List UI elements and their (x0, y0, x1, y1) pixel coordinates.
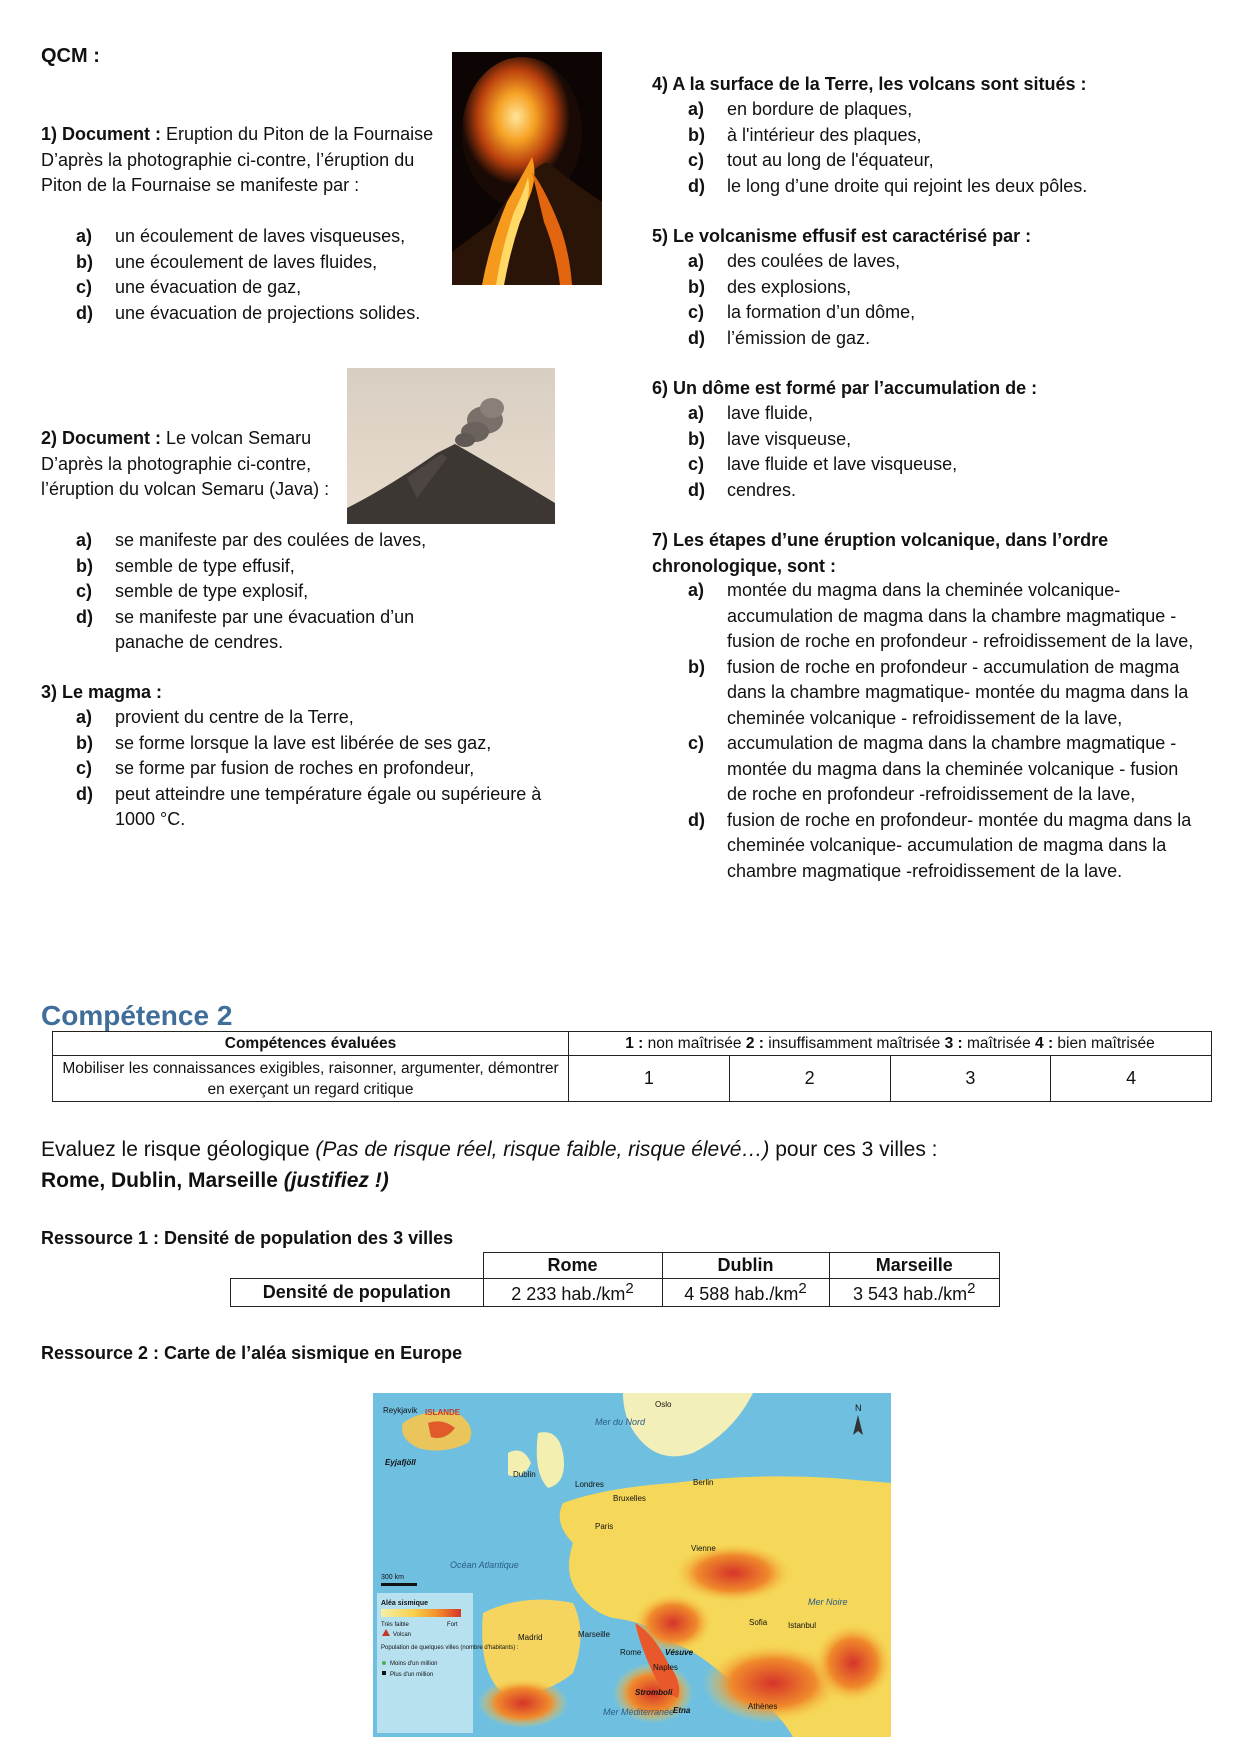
sea-label: Océan Atlantique (450, 1560, 519, 1570)
instruction: Evaluez le risque géologique (Pas de risque réel, risque faible, risque élevé…) pour ces 3 villes : Rome, Dublin, Marseille (justifiez !) (41, 1138, 938, 1192)
q3-options (41, 705, 581, 833)
city-label: Istanbul (788, 1621, 817, 1630)
q1-option[interactable]: c) une évacuation de gaz, (76, 277, 302, 297)
level-cell-2[interactable]: 2 (729, 1056, 890, 1102)
resource1-title: Ressource 1 : Densité de population des 3 villes (41, 1228, 454, 1248)
qcm-title: QCM : (41, 45, 100, 67)
city-label: Bruxelles (613, 1494, 646, 1503)
resource2-title: Ressource 2 : Carte de l’aléa sismique en Europe (41, 1343, 463, 1363)
q7-title: 7) Les étapes d’une éruption volcanique, dans l’ordre chronologique, sont : (652, 530, 1109, 576)
q2-title: Le volcan Semaru (161, 428, 312, 448)
q1-title: Eruption du Piton de la Fournaise (161, 124, 434, 144)
legend-pop-1: Moins d'un million (390, 1661, 438, 1667)
q5-option[interactable]: a) des coulées de laves, (688, 251, 901, 271)
q3-option[interactable]: b) se forme lorsque la lave est libérée de ses gaz, (76, 732, 492, 753)
density-table (230, 1252, 1000, 1307)
city-label: Naples (653, 1663, 678, 1672)
q7-option[interactable]: b) fusion de roche en profondeur - accumulation de magma dans la chambre magmatique- montée du magma dans la cheminée volcanique - refroidissement de la lave, (688, 656, 1189, 728)
q2-option[interactable]: d) se manifeste par une évacuation d’un panache de cendres. (76, 606, 415, 652)
scale-bar (381, 1583, 417, 1586)
q7-option[interactable]: a) montée du magma dans la cheminée volcanique- accumulation de magma dans la chambre magmatique -fusion de roche en profondeur - refroidissement de la lave, (688, 580, 1194, 651)
q4-option[interactable]: a) en bordure de plaques, (688, 99, 913, 119)
empty-header-cell (231, 1253, 484, 1279)
legend-low: Très faible (381, 1622, 409, 1628)
q5-option[interactable]: b) des explosions, (688, 276, 852, 297)
city-header: Dublin (662, 1253, 829, 1279)
city-label: Oslo (655, 1400, 672, 1409)
q1-line3: Piton de la Fournaise se manifeste par : (41, 175, 360, 195)
q4-option[interactable]: c) tout au long de l'équateur, (688, 150, 934, 170)
sea-label: Mer Noire (808, 1597, 848, 1607)
city-label: Marseille (578, 1630, 611, 1639)
q5-option[interactable]: d) l’émission de gaz. (688, 327, 871, 348)
q2-option[interactable]: c) semble de type explosif, (76, 581, 309, 601)
q6-option[interactable]: a) lave fluide, (688, 403, 814, 423)
legend-volcano: Volcan (393, 1632, 412, 1638)
volcano-label: Stromboli (635, 1688, 673, 1697)
question-2 (41, 426, 371, 503)
density-value: 4 588 $hab./km^2$ (662, 1279, 829, 1307)
q4-options (652, 97, 1192, 199)
legend-pop-title: Population de quelques villes (nombre d'habitants) : (381, 1645, 519, 1651)
q7-options (652, 578, 1200, 884)
q2-options (41, 528, 481, 656)
competence-description: Mobiliser les connaissances exigibles, raisonner, argumenter, démontrer en exerçant un regard critique (53, 1056, 569, 1102)
competence-scale: 1 : non maîtrisée 2 : insuffisamment maîtrisée 3 : maîtrisée 4 : bien maîtrisée (569, 1032, 1212, 1056)
city-label: Reykjavik (383, 1406, 418, 1415)
q3-option[interactable]: c) se forme par fusion de roches en profondeur, (76, 758, 475, 778)
q1-label: 1) Document : (41, 124, 162, 144)
q4-option[interactable]: d) le long d’une droite qui rejoint les deux pôles. (688, 175, 1088, 196)
q3-option[interactable]: d) peut atteindre une température égale ou supérieure à 1000 °C. (76, 783, 542, 829)
semaru-photo (347, 368, 555, 524)
level-cell-1[interactable]: 1 (569, 1056, 730, 1102)
q6-option[interactable]: c) lave fluide et lave visqueuse, (688, 454, 958, 474)
question-1 (41, 122, 461, 199)
q6-title: 6) Un dôme est formé par l’accumulation de : (652, 378, 1038, 398)
city-label: Berlin (693, 1478, 714, 1487)
q6-option[interactable]: b) lave visqueuse, (688, 428, 852, 449)
sea-label: Mer du Nord (595, 1417, 646, 1427)
city-label: Sofia (749, 1618, 768, 1627)
q2-option[interactable]: a) se manifeste par des coulées de laves, (76, 530, 427, 550)
q3-title: 3) Le magma : (41, 682, 163, 702)
q7-option[interactable]: d) fusion de roche en profondeur- montée du magma dans la cheminée volcanique- accumulation de magma dans la chambre magmatique -refroidissement de la lave. (688, 809, 1192, 881)
q1-option[interactable]: b) une écoulement de laves fluides, (76, 251, 378, 272)
seismic-hazard-map (373, 1393, 891, 1737)
q5-options (652, 249, 1192, 351)
small-city-icon (382, 1661, 386, 1665)
city-header: Marseille (829, 1253, 1000, 1279)
country-label: ISLANDE (425, 1408, 461, 1417)
density-value: 3 543 $hab./km^2$ (829, 1279, 1000, 1307)
eruption-photo (452, 52, 602, 285)
scale-label: 300 km (381, 1574, 404, 1581)
city-label: Rome (620, 1648, 642, 1657)
q5-title: 5) Le volcanisme effusif est caractérisé par : (652, 226, 1032, 246)
volcano-label: Etna (673, 1706, 691, 1715)
level-cell-4[interactable]: 4 (1051, 1056, 1212, 1102)
competence-header: Compétences évaluées (53, 1032, 569, 1056)
q1-option[interactable]: d) une évacuation de projections solides. (76, 302, 421, 323)
density-row-label: Densité de population (231, 1279, 484, 1307)
q1-option[interactable]: a) un écoulement de laves visqueuses, (76, 226, 406, 246)
competence-grid (52, 1031, 1212, 1102)
legend-gradient (381, 1609, 461, 1617)
city-header: Rome (483, 1253, 662, 1279)
q2-label: 2) Document : (41, 428, 162, 448)
city-label: Paris (595, 1522, 614, 1531)
sea-label: Mer Méditerranée (603, 1707, 675, 1717)
q6-options (652, 401, 1192, 503)
city-label: Dublin (513, 1470, 536, 1479)
q6-option[interactable]: d) cendres. (688, 479, 797, 500)
q1-line2: D’après la photographie ci-contre, l’éruption du (41, 149, 415, 170)
city-label: Londres (575, 1480, 604, 1489)
city-label: Madrid (518, 1633, 543, 1642)
q4-title: 4) A la surface de la Terre, les volcans sont situés : (652, 74, 1087, 94)
q1-options (41, 224, 461, 326)
large-city-icon (382, 1671, 386, 1675)
q5-option[interactable]: c) la formation d’un dôme, (688, 302, 916, 322)
q4-option[interactable]: b) à l'intérieur des plaques, (688, 124, 922, 145)
volcano-label: Eyjafjöll (385, 1458, 416, 1467)
competence-title: Compétence 2 (41, 1000, 233, 1031)
q2-line2: D’après la photographie ci-contre, (41, 453, 312, 474)
city-label: Vienne (691, 1544, 716, 1553)
legend-high: Fort (447, 1622, 458, 1628)
density-value: 2 233 $hab./km^2$ (483, 1279, 662, 1307)
legend-title: Aléa sismique (381, 1600, 429, 1607)
city-label: Athènes (748, 1702, 778, 1711)
q3-option[interactable]: a) provient du centre de la Terre, (76, 707, 354, 727)
north-label: N (855, 1403, 862, 1413)
q2-line3: l’éruption du volcan Semaru (Java) : (41, 479, 330, 499)
q2-option[interactable]: b) semble de type effusif, (76, 555, 295, 576)
level-cell-3[interactable]: 3 (890, 1056, 1051, 1102)
q7-option[interactable]: c) accumulation de magma dans la chambre magmatique - montée du magma dans la cheminée volcanique - fusion de roche en profondeur -refroidissement de la lave, (688, 733, 1179, 804)
volcano-label: Vésuve (665, 1648, 694, 1657)
legend-pop-2: Plus d'un million (390, 1672, 434, 1678)
